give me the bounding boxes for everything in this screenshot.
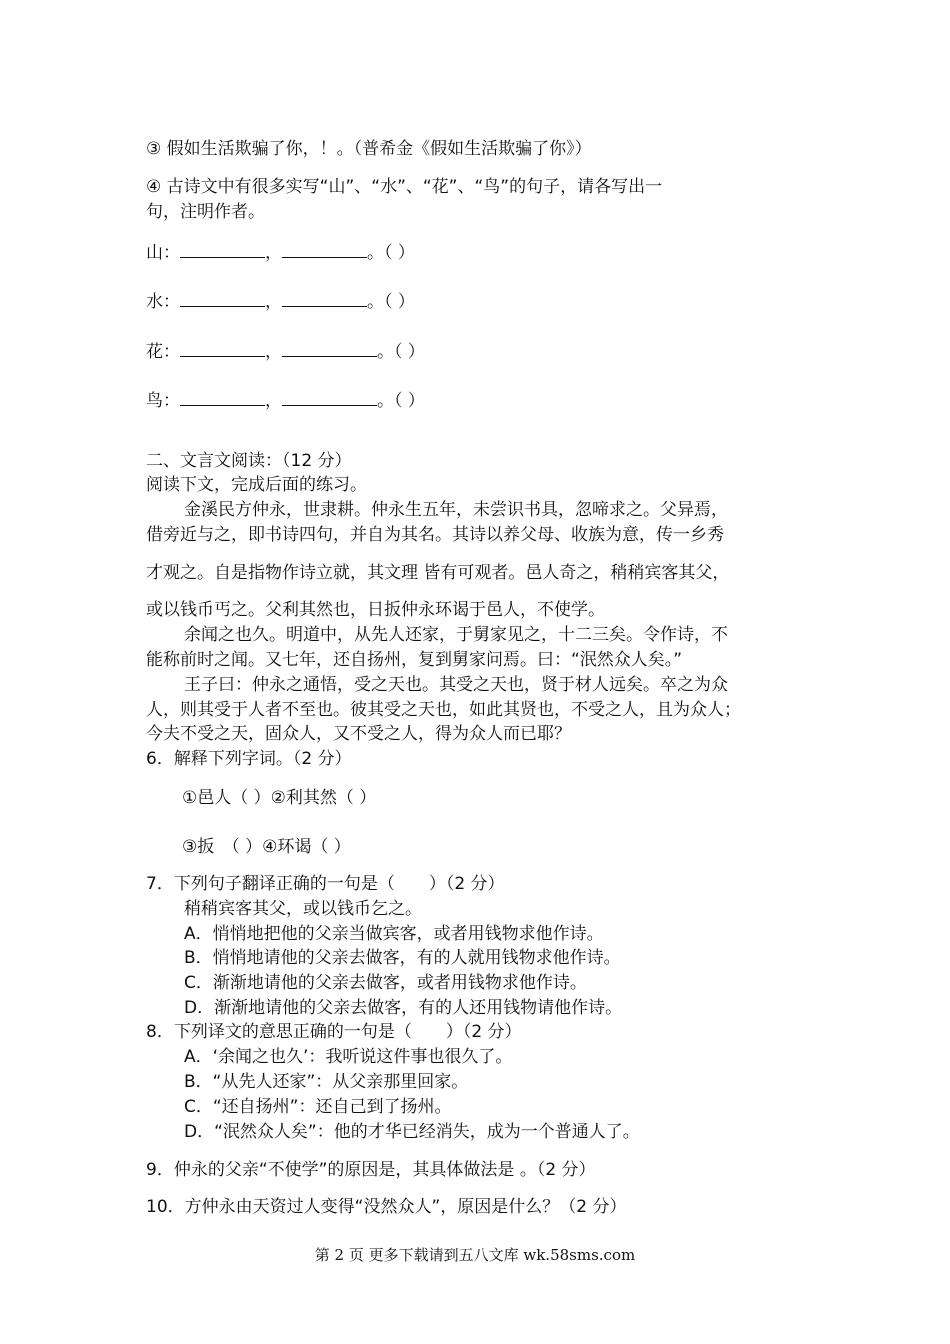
answer-blank[interactable] xyxy=(180,339,265,357)
question-7-sentence: 稍稍宾客其父，或以钱币乞之。 xyxy=(184,899,422,919)
fill-label-flower: 花： xyxy=(146,342,180,362)
page-footer: 第 2 页 更多下载请到五八文库 wk.58sms.com xyxy=(314,1246,636,1264)
question-6-row-1: ①邑人（ ）②利其然（ ） xyxy=(182,788,377,808)
answer-blank[interactable] xyxy=(180,388,265,406)
question-8-stem: 8．下列译文的意思正确的一句是（ ）（2 分） xyxy=(146,1022,522,1042)
question-10: 10．方仲永由天资过人变得“没然众人”，原因是什么？（2 分） xyxy=(146,1197,627,1217)
question-3: ③ 假如生活欺骗了你，！。（普希金《假如生活欺骗了你》） xyxy=(146,139,592,159)
fill-label-water: 水： xyxy=(146,292,180,312)
passage-p1-line-1: 金溪民方仲永，世隶耕。仲永生五年，未尝识书具，忽啼求之。父异焉， xyxy=(184,500,728,520)
question-8-option-c: C．“还自扬州”：还自己到了扬州。 xyxy=(184,1097,452,1117)
passage-p1-line-3: 才观之。自是指物作诗立就，其文理 皆有可观者。邑人奇之，稍稍宾客其父， xyxy=(146,563,730,583)
passage-p1-line-2: 借旁近与之，即书诗四句，并自为其名。其诗以养父母、收族为意，传一乡秀 xyxy=(146,525,724,545)
answer-blank[interactable] xyxy=(282,240,367,258)
question-9: 9．仲永的父亲“不使学”的原因是，其具体做法是 。（2 分） xyxy=(146,1160,596,1180)
section-2-heading: 二、文言文阅读：（12 分） xyxy=(146,451,352,471)
fill-row-water: 水： ， 。（ ） xyxy=(146,289,415,311)
fill-label-bird: 鸟： xyxy=(146,391,180,411)
question-4-line-1: ④ 古诗文中有很多实写“山”、“水”、“花”、“鸟”的句子，请各写出一 xyxy=(146,177,663,197)
question-7-option-d: D．渐渐地请他的父亲去做客，有的人还用钱物请他作诗。 xyxy=(184,998,623,1018)
answer-blank[interactable] xyxy=(282,339,377,357)
answer-blank[interactable] xyxy=(282,289,367,307)
question-6-row-2: ③扳 （ ）④环谒（ ） xyxy=(182,837,351,857)
fill-row-flower: 花： ， 。（ ） xyxy=(146,339,425,361)
passage-p3-line-1: 王子曰：仲永之通悟，受之天也。其受之天也，贤于材人远矣。卒之为众 xyxy=(184,675,728,695)
question-7-option-a: A．悄悄地把他的父亲当做宾客，或者用钱物求他作诗。 xyxy=(184,924,604,944)
fill-row-mountain: 山： ， 。（ ） xyxy=(146,240,415,262)
question-6-stem: 6．解释下列字词。（2 分） xyxy=(146,749,352,769)
answer-blank[interactable] xyxy=(180,240,265,258)
reading-instruction: 阅读下文，完成后面的练习。 xyxy=(146,475,367,495)
answer-blank[interactable] xyxy=(282,388,377,406)
question-7-stem: 7．下列句子翻译正确的一句是（ ）（2 分） xyxy=(146,874,505,894)
fill-label-mountain: 山： xyxy=(146,243,180,263)
passage-p2-line-2: 能称前时之闻。又七年，还自扬州，复到舅家问焉。曰：“泯然众人矣。” xyxy=(146,650,683,670)
question-7-option-c: C．渐渐地请他的父亲去做客，或者用钱物求他作诗。 xyxy=(184,973,587,993)
question-8-option-a: A．‘余闻之也久’：我听说这件事也很久了。 xyxy=(184,1047,513,1067)
question-4-line-2: 句，注明作者。 xyxy=(146,202,265,222)
fill-row-bird: 鸟： ， 。（ ） xyxy=(146,388,425,410)
passage-p3-line-3: 今夫不受之天，固众人，又不受之人，得为众人而已耶？ xyxy=(146,724,571,744)
question-8-option-b: B．“从先人还家”：从父亲那里回家。 xyxy=(184,1072,469,1092)
answer-blank[interactable] xyxy=(180,289,265,307)
passage-p3-line-2: 人，则其受于人者不至也。彼其受之天也，如此其贤也，不受之人，且为众人； xyxy=(146,700,741,720)
question-7-option-b: B．悄悄地请他的父亲去做客，有的人就用钱物求他作诗。 xyxy=(184,948,621,968)
question-8-option-d: D．“泯然众人矣”：他的才华已经消失，成为一个普通人了。 xyxy=(184,1122,640,1142)
passage-p1-line-4: 或以钱币丐之。父利其然也，日扳仲永环谒于邑人，不使学。 xyxy=(146,600,605,620)
passage-p2-line-1: 余闻之也久。明道中，从先人还家，于舅家见之，十二三矣。令作诗，不 xyxy=(184,625,728,645)
